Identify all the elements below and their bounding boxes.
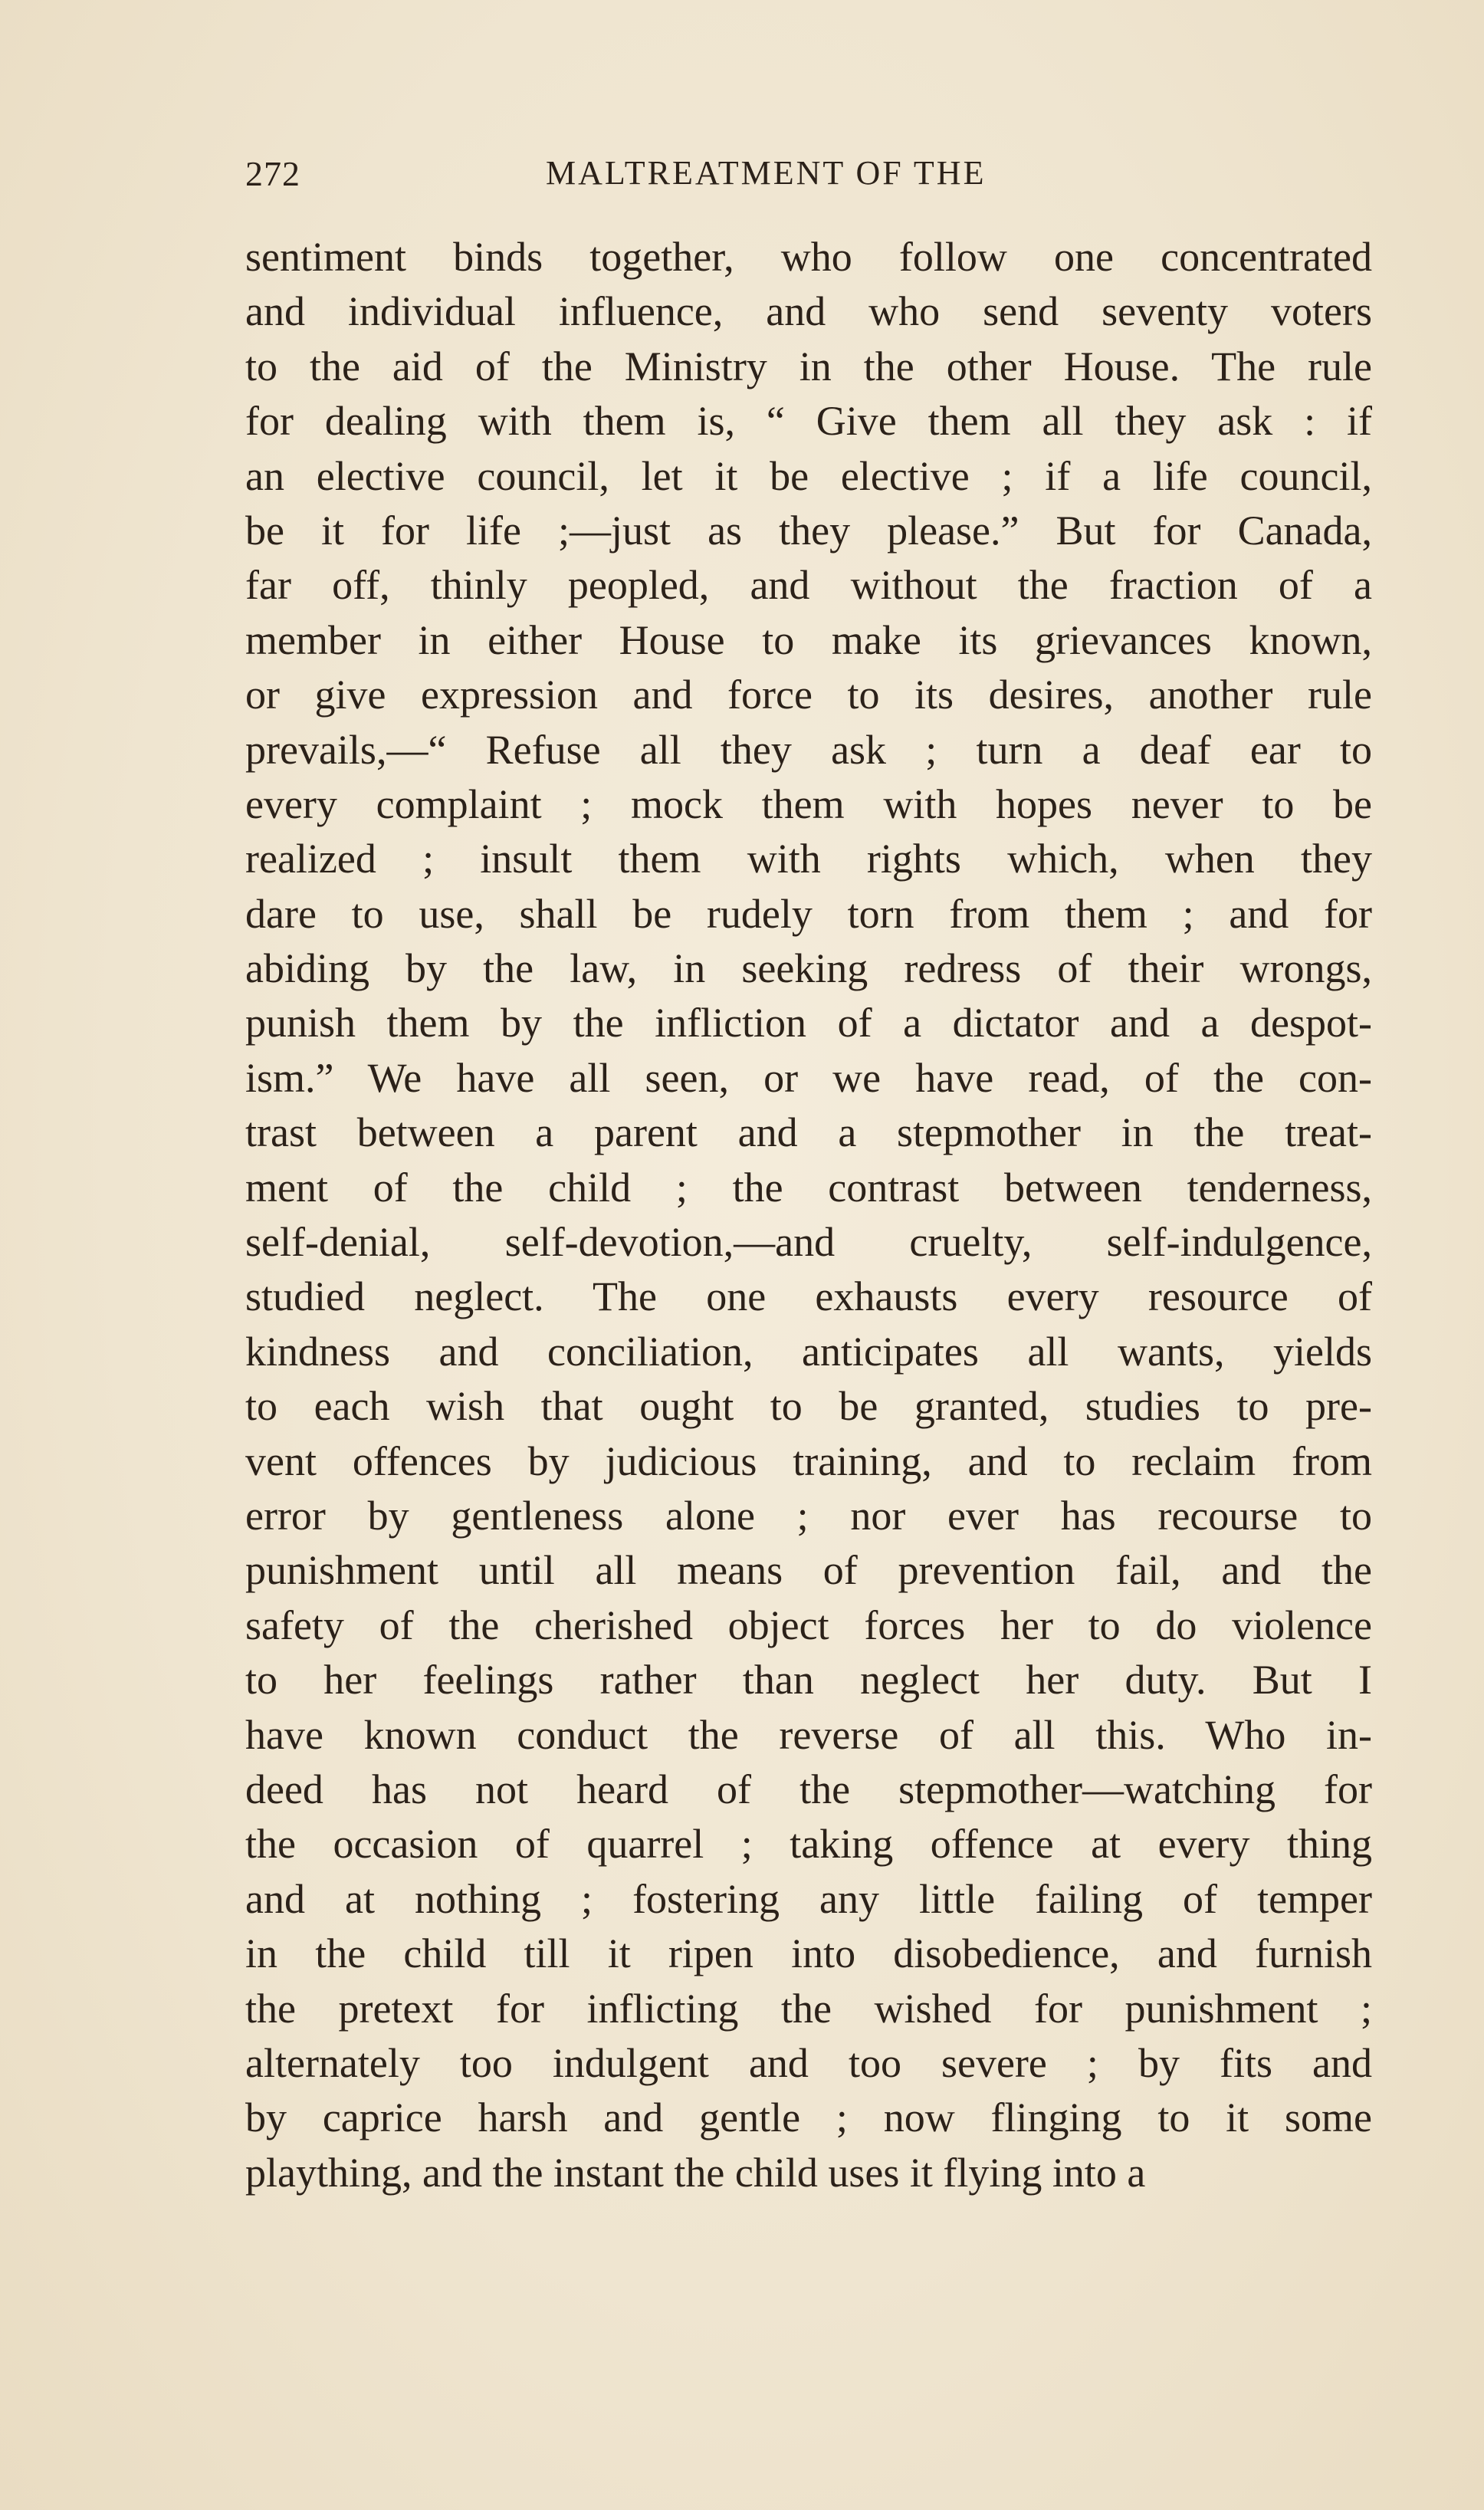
text-line: to her feelings rather than neglect her duty. But I bbox=[245, 1657, 1372, 1703]
body-text bbox=[245, 230, 1372, 2200]
text-line: error by gentleness alone ; nor ever has recourse to bbox=[245, 1492, 1372, 1539]
text-line: for dealing with them is, “ Give them all they ask : if bbox=[245, 398, 1372, 445]
text-line: self-denial, self-devotion,—and cruelty, self-indulgence, bbox=[245, 1219, 1372, 1266]
text-line: to the aid of the Ministry in the other House. The rule bbox=[245, 343, 1372, 389]
text-line: abiding by the law, in seeking redress of their wrongs, bbox=[245, 945, 1372, 992]
text-line: safety of the cherished object forces her to do violence bbox=[245, 1602, 1372, 1648]
text-line: vent offences by judicious training, and to reclaim from bbox=[245, 1437, 1372, 1484]
text-line: an elective council, let it be elective ; if a life council, bbox=[245, 452, 1372, 499]
text-line: realized ; insult them with rights which, when they bbox=[245, 836, 1372, 882]
running-title: MALTREATMENT OF THE bbox=[546, 154, 987, 192]
text-line: the occasion of quarrel ; taking offence at every thing bbox=[245, 1821, 1372, 1868]
text-line: dare to use, shall be rudely torn from them ; and for bbox=[245, 890, 1372, 937]
text-line: studied neglect. The one exhausts every resource of bbox=[245, 1273, 1372, 1320]
text-line: every complaint ; mock them with hopes never to be bbox=[245, 780, 1372, 827]
text-line: sentiment binds together, who follow one concentrated bbox=[245, 234, 1372, 280]
text-line: kindness and conciliation, anticipates all wants, yields bbox=[245, 1328, 1372, 1375]
text-line: punishment until all means of prevention fail, and the bbox=[245, 1547, 1372, 1594]
text-line: or give expression and force to its desires, another rule bbox=[245, 672, 1372, 718]
page-number: 272 bbox=[245, 154, 300, 193]
text-line: plaything, and the instant the child uses it flying into a bbox=[245, 2149, 1146, 2196]
text-line: prevails,—“ Refuse all they ask ; turn a deaf ear to bbox=[245, 726, 1372, 773]
text-line: the pretext for inflicting the wished for punishment ; bbox=[245, 1985, 1372, 2032]
text-line: by caprice harsh and gentle ; now flinging to it some bbox=[245, 2094, 1372, 2141]
text-line: punish them by the infliction of a dictator and a despot- bbox=[245, 1000, 1372, 1046]
text-line: and individual influence, and who send seventy voters bbox=[245, 288, 1372, 335]
text-line: alternately too indulgent and too severe ; by fits and bbox=[245, 2039, 1372, 2086]
text-line: member in either House to make its grievances known, bbox=[245, 616, 1372, 663]
text-line: ism.” We have all seen, or we have read, of the con- bbox=[245, 1054, 1372, 1101]
text-line: ment of the child ; the contrast between tenderness, bbox=[245, 1164, 1372, 1211]
text-line: have known conduct the reverse of all this. Who in- bbox=[245, 1711, 1372, 1758]
text-line: trast between a parent and a stepmother in the treat- bbox=[245, 1109, 1372, 1156]
text-line: to each wish that ought to be granted, studies to pre- bbox=[245, 1383, 1372, 1430]
text-line: be it for life ;—just as they please.” But for Canada, bbox=[245, 507, 1372, 554]
page-header bbox=[245, 153, 1096, 207]
text-line: deed has not heard of the stepmother—watching for bbox=[245, 1766, 1372, 1812]
text-line: far off, thinly peopled, and without the fraction of a bbox=[245, 562, 1372, 609]
text-line: and at nothing ; fostering any little failing of temper bbox=[245, 1875, 1372, 1922]
text-line: in the child till it ripen into disobedience, and furnish bbox=[245, 1930, 1372, 1977]
